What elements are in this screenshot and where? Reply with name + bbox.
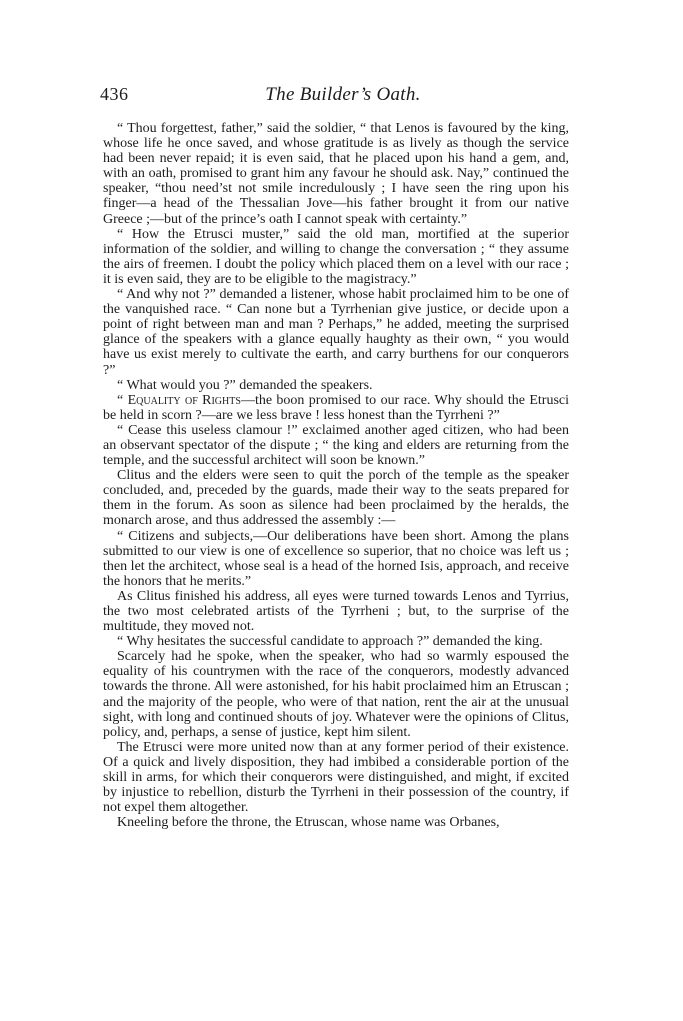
paragraph: “ Citizens and subjects,—Our deliberations have been short. Among the plans submitted to our view is one of excellence so superior, that no choice was left us ; then let the architect, whose seal is a head of the horned Isis, approach, and receive the honors that he merits.” [103,528,569,589]
paragraph: “ Cease this useless clamour !” exclaimed another aged citizen, who had been an observant spectator of the dispute ; “ the king and elders are returning from the temple, and the successful architect will soon be known.” [103,422,569,469]
page-header [100,84,586,110]
paragraph: “ Why hesitates the successful candidate to approach ?” demanded the king. [117,634,543,650]
paragraph: “ And why not ?” demanded a listener, whose habit proclaimed him to be one of the vanquished race. “ Can none but a Tyrrhenian give justice, or decide upon a point of right between man and man ? Perhaps,” he added, meeting the surprised glance of the speakers with a glance equally haughty as their own, “ you would have us exist merely to cultivate the earth, and carry burthens for our conquerors ?” [103,287,569,378]
paragraph: “ How the Etrusci muster,” said the old man, mortified at the superior information of the soldier, and willing to change the conversation ; “ they assume the airs of freemen. I doubt the policy which placed them on a level with our race ; it is even said, they are to be eligible to the magistracy.” [103,226,569,287]
small-caps-phrase: Equality of Rights [127,392,241,408]
paragraph: Clitus and the elders were seen to quit the porch of the temple as the speaker concluded, and, preceded by the guards, made their way to the seats prepared for them in the forum. As soon as silence had been proclaimed by the heralds, the monarch arose, and thus addressed the assembly :— [103,468,569,529]
paragraph: “ What would you ?” demanded the speakers. [117,377,373,393]
paragraph: The Etrusci were more united now than at any former period of their existence. Of a quick and lively disposition, they had imbibed a considerable portion of the skill in arms, for which their conquerors were distinguished, and might, if excited by injustice to rebellion, disturb the Tyrrheni in their possession of the country, if not expel them altogether. [103,739,569,816]
body-text [103,121,569,830]
paragraph: “ Equality of Rights—the boon promised to our race. Why should the Etrusci be held in scorn ?—are we less brave ! less honest than the Tyrrheni ?” [103,392,570,423]
paragraph: “ Thou forgettest, father,” said the soldier, “ that Lenos is favoured by the king, whose life he once saved, and whose gratitude is as lively as though the service had been never repaid; it is even said, that he placed upon his hand a gem, and, with an oath, promised to grant him any favour he should ask. Nay,” continued the speaker, “thou need’st not smile incredulously ; I have seen the ring upon his finger—a head of the Thessalian Jove—his father brought it from our native Greece ;—but of the prince’s oath I cannot speak with certainty.” [103,121,569,227]
paragraph: Scarcely had he spoke, when the speaker, who had so warmly espoused the equality of his countrymen with the race of the conquerors, modestly advanced towards the throne. All were astonished, for his habit proclaimed him an Etruscan ; and the majority of the people, who were of that nation, rent the air at the unusual sight, with long and continued shouts of joy. Whatever were the opinions of Clitus, policy, and, perhaps, a sense of justice, kept him silent. [103,649,569,740]
paragraph: As Clitus finished his address, all eyes were turned towards Lenos and Tyrrius, the two most celebrated artists of the Tyrrheni ; but, to the surprise of the multitude, they moved not. [103,588,569,635]
running-title: The Builder’s Oath. [265,84,421,105]
page-number: 436 [100,84,129,104]
paragraph: Kneeling before the throne, the Etruscan, whose name was Orbanes, [117,815,500,831]
